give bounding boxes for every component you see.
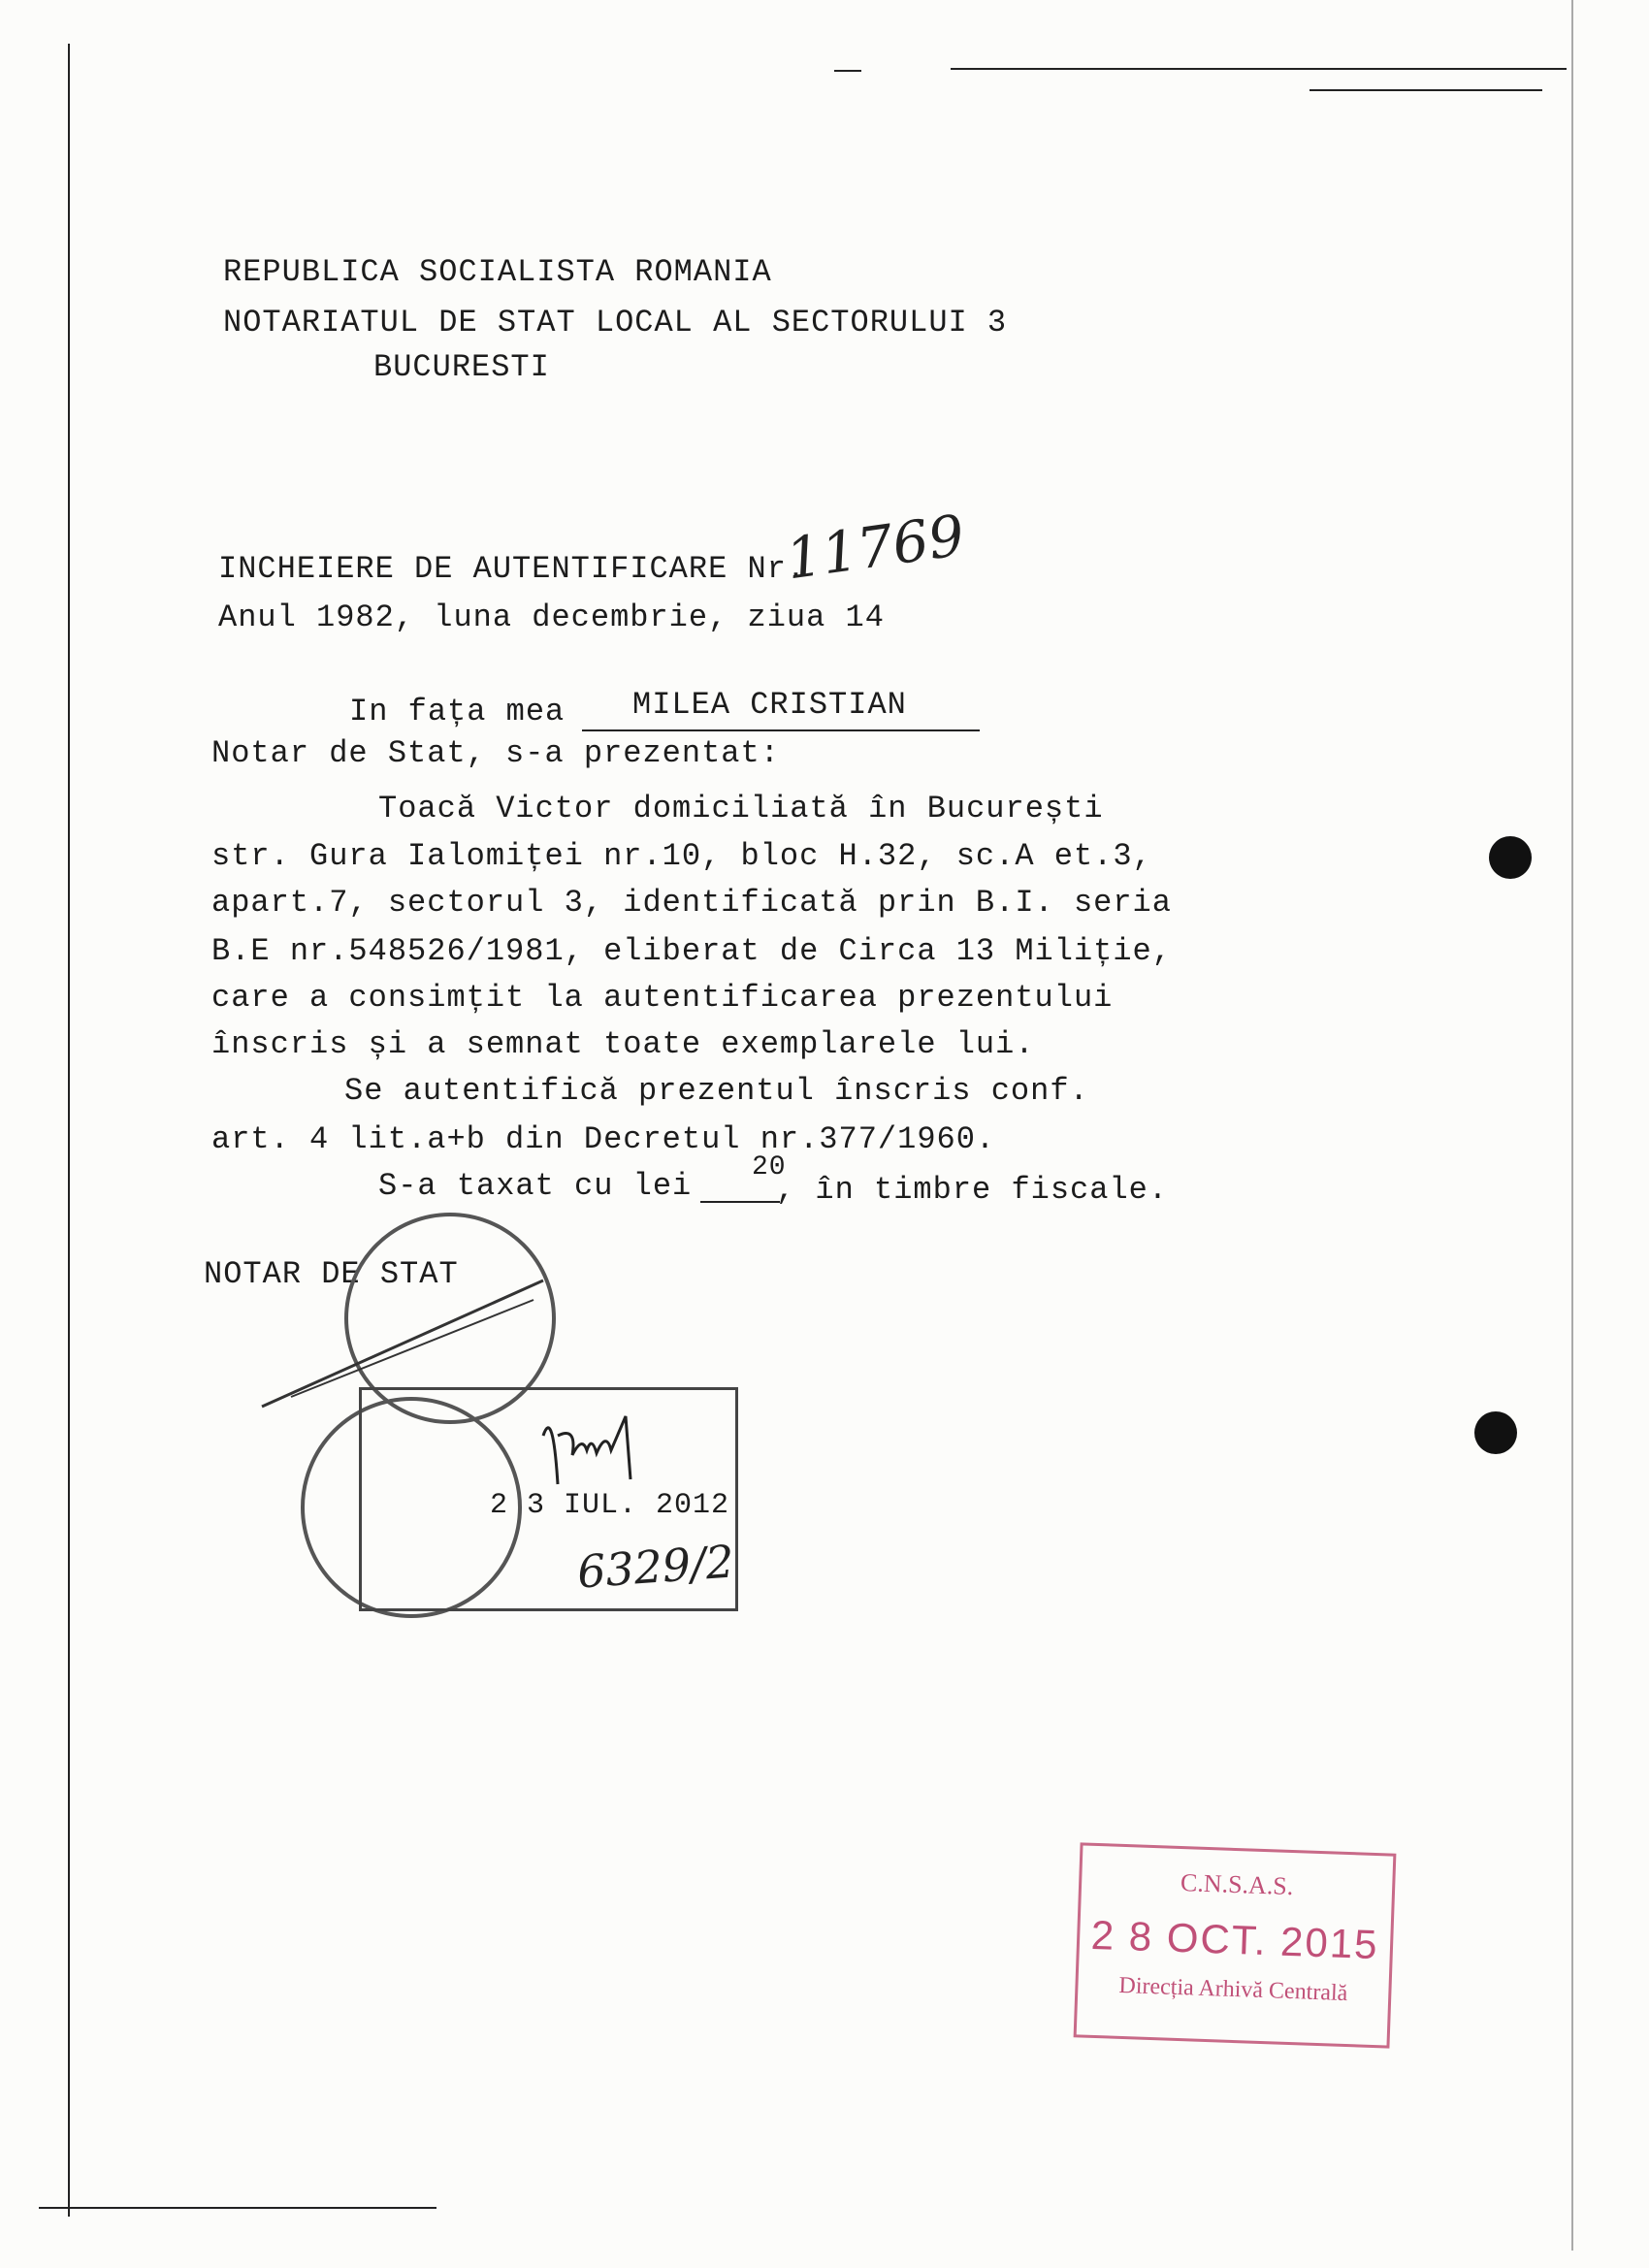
notar-name-underline: [582, 729, 980, 731]
body-line-3: apart.7, sectorul 3, identificată prin B.I. seria: [211, 885, 1172, 921]
archive-stamp-number: 6329/2: [575, 1535, 736, 1599]
archive-stamp-date: 2 3 IUL. 2012: [490, 1489, 730, 1522]
body-line-6: înscris și a semnat toate exemplarele lui.: [211, 1026, 1035, 1062]
title-date: Anul 1982, luna decembrie, ziua 14: [218, 599, 885, 635]
notar-name: MILEA CRISTIAN: [632, 687, 907, 723]
fee-prefix: S-a taxat cu lei: [378, 1168, 693, 1204]
notar-signature-label: NOTAR DE STAT: [204, 1256, 459, 1292]
cnsas-stamp-date: 2 8 OCT. 2015: [1090, 1911, 1380, 1968]
top-rule-short: [834, 70, 861, 72]
top-rule-line: [951, 68, 1567, 70]
body-line-4: B.E nr.548526/1981, eliberat de Circa 13 Miliție,: [211, 933, 1172, 969]
cnsas-stamp-org: C.N.S.A.S.: [1180, 1868, 1294, 1901]
notar-role: Notar de Stat, s-a prezentat:: [211, 735, 780, 771]
left-margin-line: [68, 44, 70, 2217]
body-line-8: art. 4 lit.a+b din Decretul nr.377/1960.: [211, 1121, 996, 1157]
fee-suffix: , în timbre fiscale.: [776, 1172, 1169, 1208]
punch-hole-lower: [1474, 1411, 1517, 1454]
body-line-2: str. Gura Ialomiței nr.10, bloc H.32, sc.A et.3,: [211, 838, 1152, 874]
fee-value: 20: [752, 1152, 787, 1183]
punch-hole-upper: [1489, 836, 1532, 879]
cnsas-stamp-dept: Direcția Arhivă Centrală: [1118, 1972, 1348, 2007]
header-line-3: BUCURESTI: [373, 349, 550, 385]
title-number: 11769: [782, 502, 969, 593]
cnsas-stamp: [1074, 1842, 1397, 2048]
bottom-rule-line: [39, 2207, 436, 2209]
header-line-2: NOTARIATUL DE STAT LOCAL AL SECTORULUI 3: [223, 305, 1008, 340]
notar-prefix: In fața mea: [349, 694, 566, 729]
body-line-1: Toacă Victor domiciliată în București: [378, 791, 1104, 826]
body-line-7: Se autentifică prezentul înscris conf.: [344, 1073, 1089, 1109]
top-rule-right: [1310, 89, 1542, 91]
header-line-1: REPUBLICA SOCIALISTA ROMANIA: [223, 254, 772, 290]
pen-stroke-mark: [252, 1261, 563, 1416]
right-margin-line: [1571, 0, 1573, 2251]
title-label: INCHEIERE DE AUTENTIFICARE Nr.: [218, 551, 807, 587]
body-line-5: care a consimțit la autentificarea prezentului: [211, 980, 1114, 1016]
fee-underline: [700, 1201, 780, 1203]
